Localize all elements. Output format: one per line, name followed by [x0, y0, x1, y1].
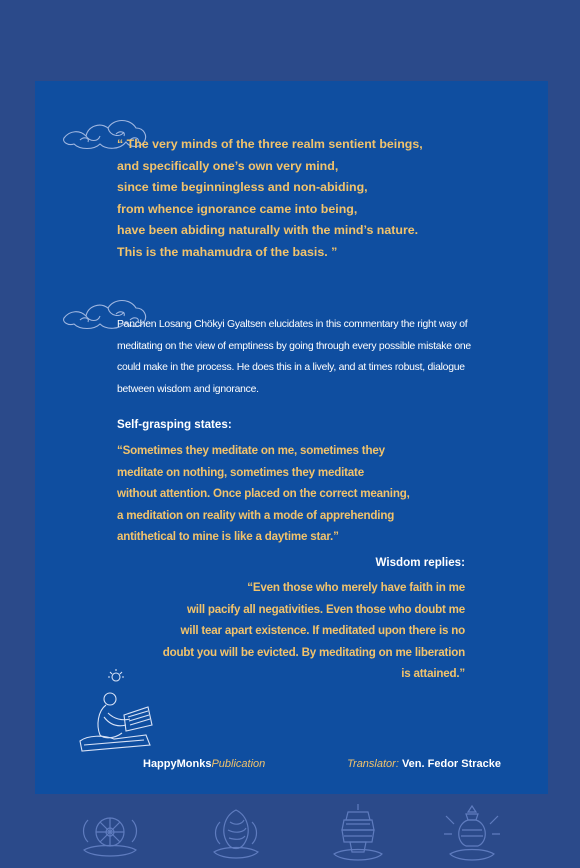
publisher-name: HappyMonks	[143, 758, 212, 770]
translator-credit	[347, 758, 501, 770]
auspicious-symbols-row	[0, 800, 580, 868]
quote-line: doubt you will be evicted. By meditating on me liberation	[162, 645, 465, 659]
quote-line: and specifically one’s own very mind,	[117, 158, 339, 173]
translator-label: Translator:	[347, 758, 399, 770]
publisher-credit	[143, 758, 265, 770]
quote-line: “Sometimes they meditate on me, sometimes they	[117, 444, 385, 457]
conch-shell-icon	[206, 804, 266, 864]
quote-line: have been abiding naturally with the mind’s nature.	[117, 223, 419, 237]
intro-paragraph	[117, 314, 477, 400]
quote-line: meditate on nothing, sometimes they meditate	[117, 465, 364, 479]
quote-line: a meditation on reality with a mode of apprehending	[117, 508, 395, 522]
quote-line: since time beginningless and non-abiding,	[117, 180, 368, 194]
quote-line: antithetical to mine is like a daytime star.”	[117, 530, 339, 544]
translator-name: Ven. Fedor Stracke	[401, 758, 501, 770]
opening-quote	[117, 134, 437, 263]
golden-wheel-icon	[78, 806, 142, 864]
quote-line: “ The very minds of the three realm sentient beings,	[117, 137, 423, 151]
publisher-suffix: Publication	[211, 758, 266, 770]
quote-line: This is the mahamudra of the basis. ”	[117, 244, 338, 259]
wisdom-quote	[125, 577, 465, 685]
intro-line: meditating on the view of emptiness by going through every possible mistake one	[117, 340, 471, 352]
quote-line: from whence ignorance came into being,	[117, 201, 358, 216]
wisdom-heading: Wisdom replies:	[375, 556, 465, 569]
quote-line: without attention. Once placed on the correct meaning,	[117, 487, 410, 501]
quote-line: will pacify all negativities. Even those who doubt me	[186, 602, 465, 616]
intro-line: Panchen Losang Chökyi Gyaltsen elucidates in this commentary the right way of	[117, 319, 468, 330]
intro-line: could make in the process. He does this in a lively, and at times robust, dialogue	[117, 362, 465, 374]
intro-line: between wisdom and ignorance.	[117, 383, 259, 395]
victory-banner-icon	[326, 802, 390, 864]
quote-line: will tear apart existence. If meditated upon there is no	[180, 624, 465, 638]
quote-line: “Even those who merely have faith in me	[247, 581, 465, 594]
reading-monk-icon	[74, 669, 154, 759]
self-grasping-quote	[117, 440, 437, 548]
vase-icon	[440, 804, 504, 864]
self-grasping-heading: Self-grasping states:	[117, 418, 232, 431]
quote-line: is attained.”	[401, 667, 465, 681]
